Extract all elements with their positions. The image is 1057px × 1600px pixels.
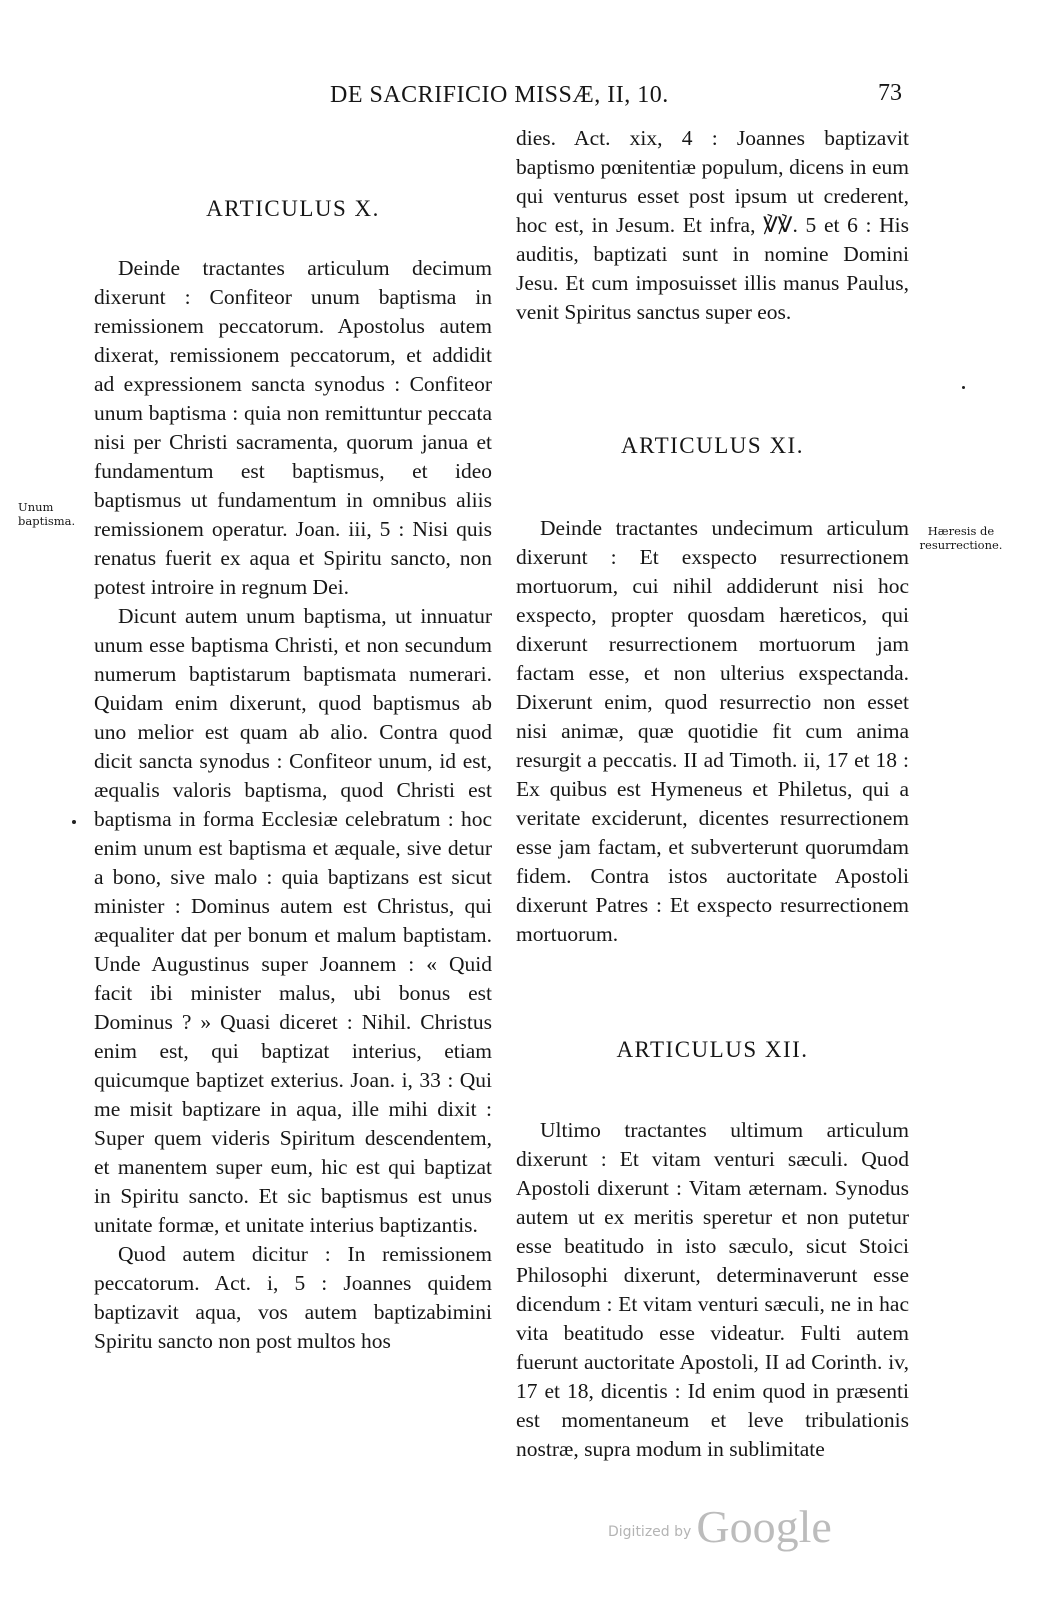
page-number: 73 bbox=[878, 80, 902, 106]
heading-articulus-xi: ARTICULUS XI. bbox=[621, 433, 804, 458]
paragraph: dies. Act. xix, 4 : Joannes baptizavit baptismo pœnitentiæ populum, dicens in eum qui venturus esset post ipsum ut crederent, hoc est, in Jesum. Et infra, ℣℣. 5 et 6 : His auditis, baptizati sunt in nomine Domini Jesu. Et cum imposuisset illis manus Paulus, venit Spiritus sanctus super eos. bbox=[516, 126, 909, 324]
left-column bbox=[94, 254, 492, 1356]
margin-note-right: Hæresis de resurrectione. bbox=[919, 524, 1003, 552]
paragraph: Dicunt autem unum baptisma, ut innuatur unum esse baptisma Christi, et non secundum numerum baptistarum baptismata numerari. Quidam enim dixerunt, quod baptismus ab uno melior est quam ab alio. Contra quod dicit sancta synodus : Confiteor unum, id est, æqualis valoris baptisma, quod Christi est baptisma in forma Ecclesiæ celebratum : hoc enim unum est baptisma et æquale, sive detur a bono, sive malo : quia baptizans est sicut minister : Dominus autem est Christus, qui æqualiter dat per bonum et malum baptistam. Unde Augustinus super Joannem : « Quid facit ibi minister malus, ubi bonus est Dominus ? » Quasi diceret : Nihil. Christus enim est, qui baptizat interius, etiam quicumque baptizet exterius. Joan. i, 33 : Qui me misit baptizare in aqua, ille mihi dixit : Super quem videris Spiritum descendentem, et manentem super eum, hic est qui baptizat in Spiritu sancto. Et sic baptismus est unus unitate formæ, et unitate interius baptizantis. bbox=[94, 604, 492, 1237]
paragraph: Deinde tractantes undecimum articulum dixerunt : Et exspecto resurrectionem mortuorum, cui nihil addiderunt nisi hoc exspecto, propter quosdam hæreticos, qui dixerunt resurrectionem mortuorum jam factam esse, et non ulterius exspectanda. Dixerunt enim, quod resurrectio non esset nisi animæ, quæ quotidie fit cum anima resurgit a peccatis. II ad Timoth. ii, 17 et 18 : Ex quibus est Hymeneus et Philetus, qui a veritate exciderunt, dicentes resurrectionem esse jam factam, et subverterunt quorumdam fidem. Contra istos auctoritate Apostoli dixerunt Patres : Et exspecto resurrectionem mortuorum. bbox=[516, 516, 909, 946]
running-title: DE SACRIFICIO MISSÆ, II, 10. bbox=[330, 82, 669, 108]
digitized-watermark bbox=[608, 1500, 832, 1553]
heading-articulus-x: ARTICULUS X. bbox=[206, 196, 380, 221]
paragraph: Quod autem dicitur : In remissionem peccatorum. Act. i, 5 : Joannes quidem baptizavit aqua, vos autem baptizabimini Spiritu sancto non post multos hos bbox=[94, 1242, 492, 1353]
google-logo: Google bbox=[696, 1501, 832, 1552]
right-column-xi bbox=[516, 514, 909, 949]
paragraph: Deinde tractantes articulum decimum dixerunt : Confiteor unum baptisma in remissionem peccatorum. Apostolus autem dixerat, remissionem peccatorum, et addidit ad expressionem sancta synodus : Confiteor unum baptisma : quia non remittuntur peccata nisi per Christi sacramenta, quorum janua et fundamentum est baptismus, et ideo baptismus ut fundamentum in omnibus aliis remissionem operatur. Joan. iii, 5 : Nisi quis renatus fuerit ex aqua et Spiritu sancto, non potest introire in regnum Dei. bbox=[94, 256, 492, 599]
ink-speck bbox=[72, 820, 76, 824]
right-column-continuation bbox=[516, 124, 909, 327]
right-column-xii bbox=[516, 1116, 909, 1464]
paragraph: Ultimo tractantes ultimum articulum dixerunt : Et vitam venturi sæculi. Quod Apostoli dixerunt : Vitam æternam. Synodus autem ut ex meritis speretur et non putetur esse beatitudo in isto sæculo, sicut Stoici Philosophi dixerunt, determinaverunt esse dicendum : Et vitam venturi sæculi, ne in hac vita beatitudo esse videatur. Fulti autem fuerunt auctoritate Apostoli, II ad Corinth. iv, 17 et 18, dicentis : Id enim quod in præsenti est momentaneum et leve tribulationis nostræ, supra modum in sublimitate bbox=[516, 1118, 909, 1461]
heading-articulus-xii: ARTICULUS XII. bbox=[616, 1037, 809, 1062]
watermark-small-text: Digitized by bbox=[608, 1524, 692, 1540]
ink-speck bbox=[962, 386, 965, 389]
margin-note-left: Unum baptisma. bbox=[18, 500, 76, 528]
